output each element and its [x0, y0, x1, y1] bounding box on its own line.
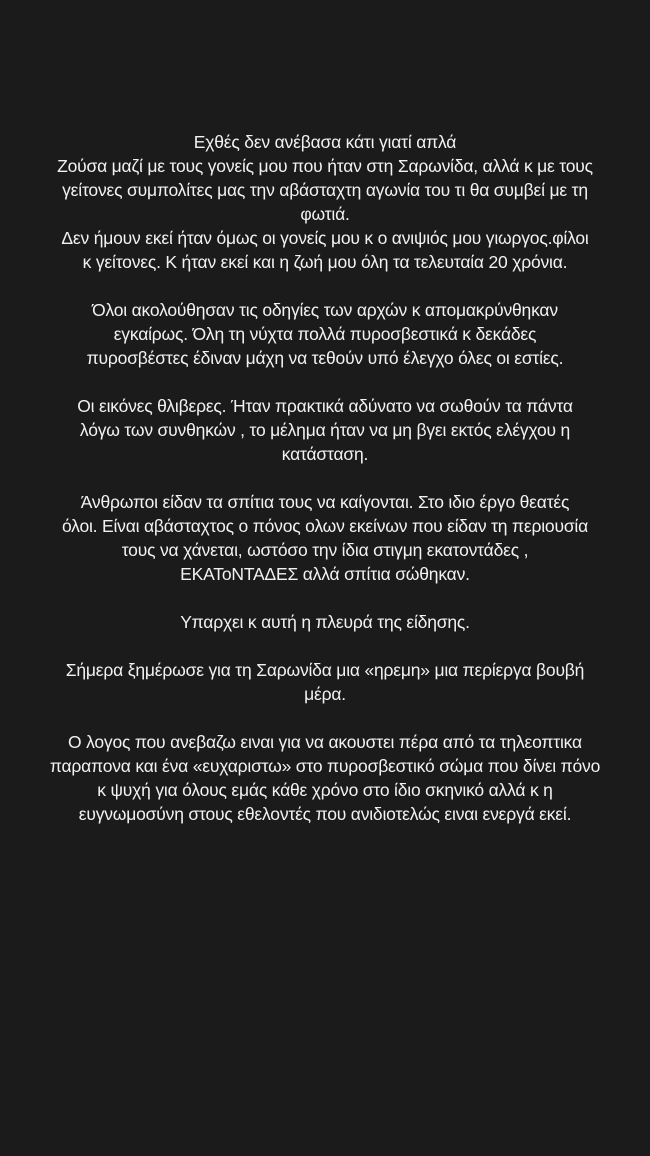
text-line: Άνθρωποι είδαν τα σπίτια τους να καίγονται. Στο ιδιο έργο θεατές — [80, 492, 570, 512]
paragraph — [28, 394, 622, 466]
text-line: Σήμερα ξημέρωσε για τη Σαρωνίδα μια «ηρεμη» μια περίεργα βουβή — [65, 660, 585, 680]
text-line: μέρα. — [304, 684, 346, 704]
text-line: εγκαίρως. Όλη τη νύχτα πολλά πυροσβεστικά κ δεκάδες — [113, 324, 537, 344]
paragraph — [28, 130, 622, 274]
text-line: πυροσβέστες έδιναν μάχη να τεθούν υπό έλεγχο όλες οι εστίες. — [86, 348, 564, 368]
paragraph — [28, 610, 622, 634]
text-line: ευγνωμοσύνη στους εθελοντές που ανιδιοτελώς ειναι ενεργά εκεί. — [78, 804, 572, 824]
text-line: λόγω των συνθηκών , το μέλημα ήταν να μη βγει εκτός ελέγχου η — [79, 420, 571, 440]
paragraph — [28, 730, 622, 826]
text-line: φωτιά. — [300, 204, 350, 224]
text-line: κ γείτονες. Κ ήταν εκεί και η ζωή μου όλη τα τελευταία 20 χρόνια. — [82, 252, 568, 272]
text-line: γείτονες συμπολίτες μας την αβάσταχτη αγωνία του τι θα συμβεί με τη — [62, 180, 588, 200]
text-line: Οι εικόνες θλιβερες. Ήταν πρακτικά αδύνατο να σωθούν τα πάντα — [77, 396, 573, 416]
text-line: κ ψυχή για όλους εμάς κάθε χρόνο στο ίδιο σκηνικό αλλά κ η — [97, 780, 553, 800]
paragraph — [28, 658, 622, 706]
text-line: Ο λογος που ανεβαζω ειναι για να ακουστει πέρα από τα τηλεοπτικα — [68, 732, 582, 752]
text-line: κατάσταση. — [281, 444, 369, 464]
text-line: τους να χάνεται, ωστόσο την ίδια στιγμη εκατοντάδες , — [121, 540, 529, 560]
text-line: όλοι. Είναι αβάσταχτος ο πόνος ολων εκείνων που είδαν τη περιουσία — [61, 516, 589, 536]
text-line: Όλοι ακολούθησαν τις οδηγίες των αρχών κ απομακρύνθηκαν — [92, 300, 558, 320]
text-line: Υπαρχει κ αυτή η πλευρά της είδησης. — [180, 612, 470, 632]
text-line: παραπονα και ένα «ευχαριστω» στο πυροσβεστικό σώμα που δίνει πόνο — [49, 756, 601, 776]
story-text-block — [28, 130, 622, 850]
paragraph — [28, 490, 622, 586]
text-line: ΕΚΑΤοΝΤΑΔΕΣ αλλά σπίτια σώθηκαν. — [180, 564, 470, 584]
text-line: Εχθές δεν ανέβασα κάτι γιατί απλά — [193, 132, 457, 152]
paragraph — [28, 298, 622, 370]
text-line: Δεν ήμουν εκεί ήταν όμως οι γονείς μου κ ο ανιψιός μου γιωργος.φίλοι — [61, 228, 589, 248]
text-line: Ζούσα μαζί με τους γονείς μου που ήταν στη Σαρωνίδα, αλλά κ με τους — [57, 156, 593, 176]
